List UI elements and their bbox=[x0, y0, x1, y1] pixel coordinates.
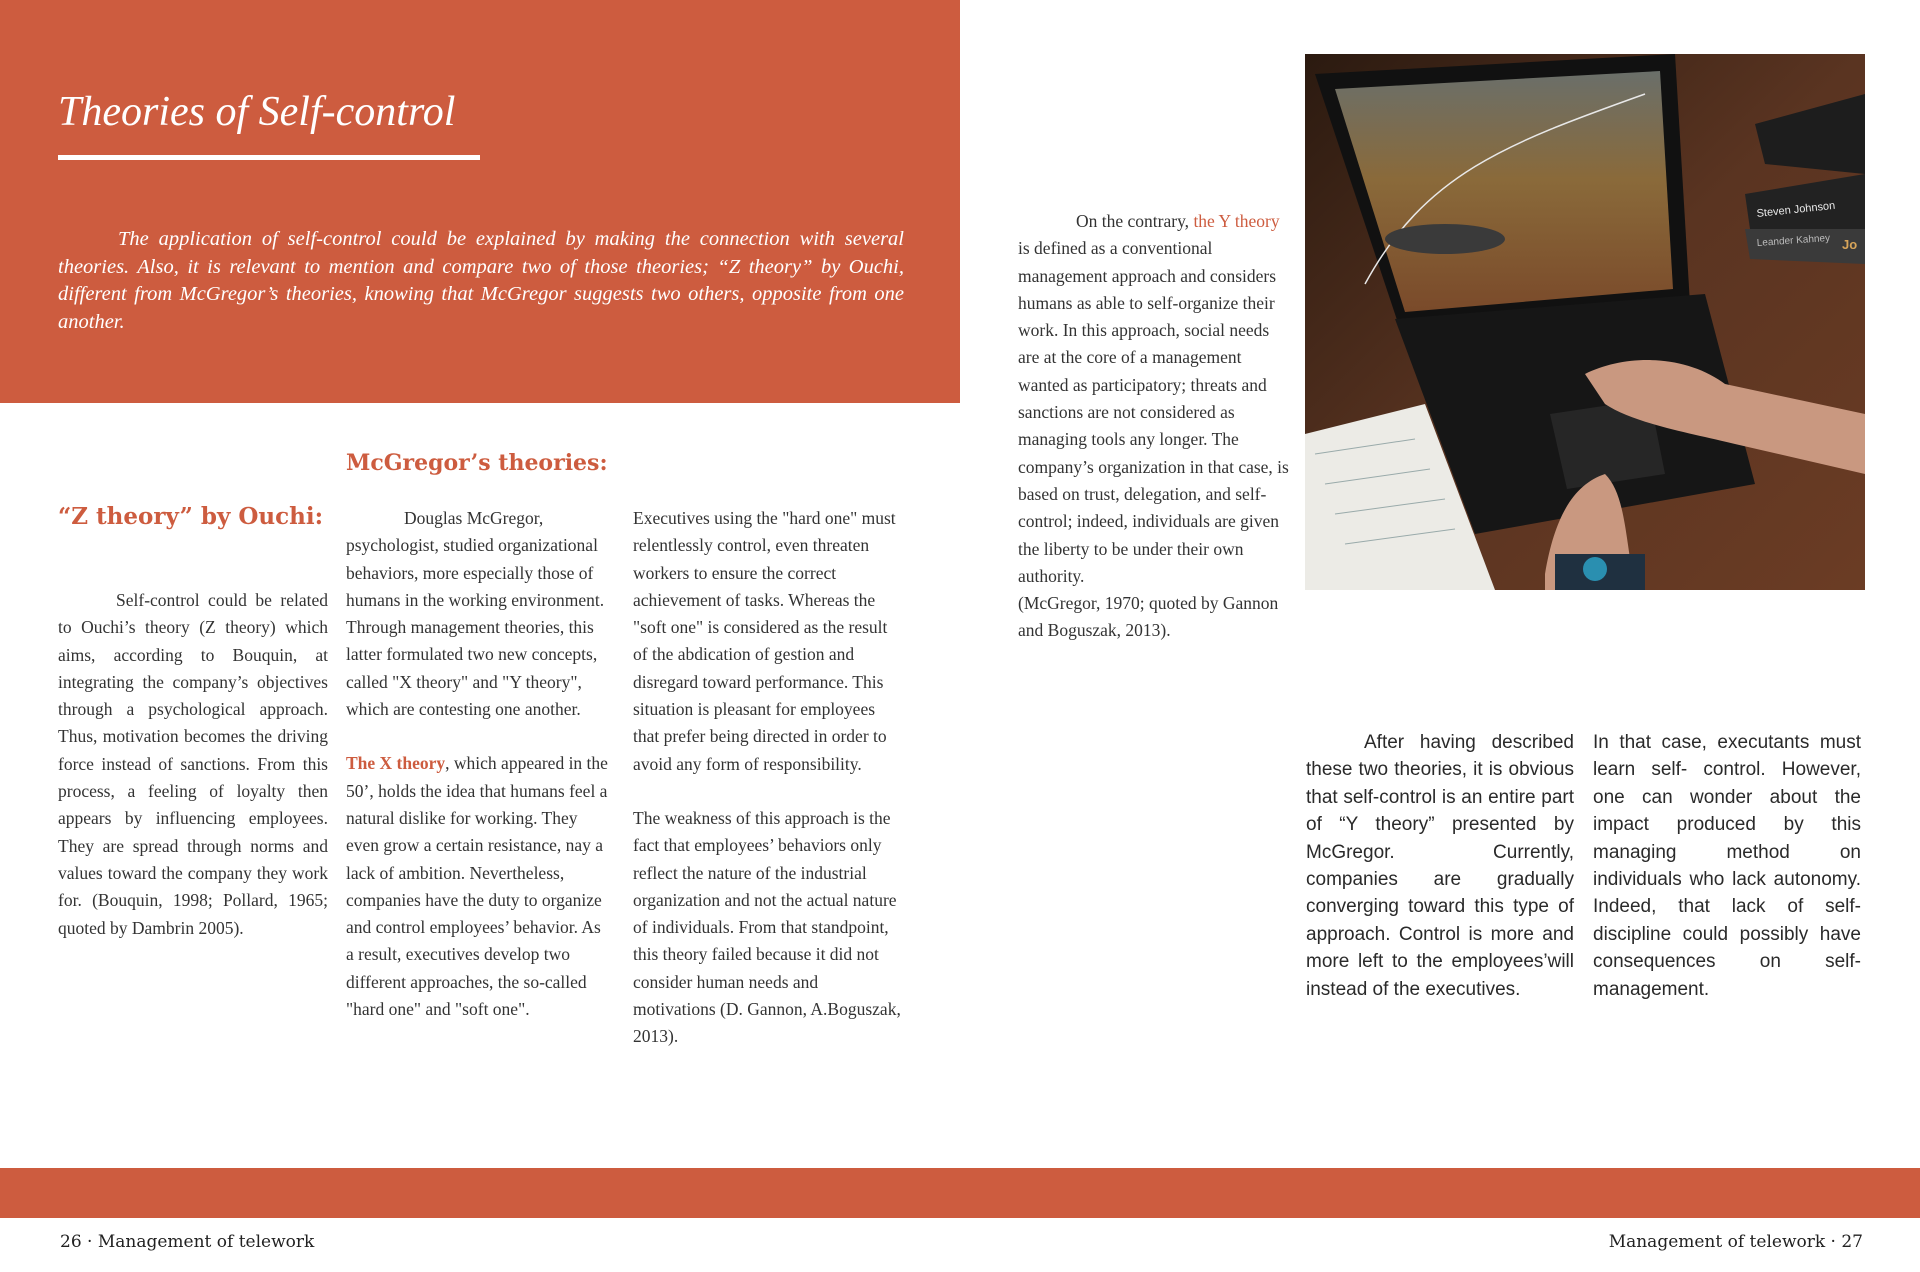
conclusion-text-1: After having described these two theories, it is obvious that self-control is an entire part of “Y theory” presented by McGregor. Currently, companies are gradually converging toward this type of approach. Control is more and more left to the employees’will instead of the executives. bbox=[1306, 732, 1574, 1000]
x-theory-label: The X theory bbox=[346, 753, 446, 774]
z-theory-heading: “Z theory” by Ouchi: bbox=[58, 503, 324, 530]
paragraph-gap bbox=[346, 723, 608, 750]
mcgregor-column-2 bbox=[633, 505, 903, 1051]
book-title-steven-johnson: Steven Johnson bbox=[1756, 199, 1836, 220]
footer-left-page-number: 26 · Management of telework bbox=[60, 1232, 315, 1252]
hard-soft-text: Executives using the "hard one" must relentlessly control, even threaten workers to ensure the correct achievement of tasks. Whereas the "soft one" is considered as the result of the abdication of gestion and disregard toward performance. This situation is pleasant for employees that prefer being directed in order to avoid any form of responsibility. bbox=[633, 508, 896, 774]
x-theory-paragraph bbox=[346, 750, 608, 1023]
book-spine-letters: Jo bbox=[1842, 237, 1858, 252]
header-block bbox=[0, 0, 960, 403]
conclusion-column-2 bbox=[1593, 729, 1861, 1003]
title-underline bbox=[58, 155, 480, 160]
z-theory-text: Self-control could be related to Ouchi’s theory (Z theory) which aims, according to Bouquin, at integrating the company’s objectives through a psychological approach. Thus, motivation becomes the driving force instead of sanctions. From this process, a feeling of loyalty then appears by influencing employees. They are spread through norms and values toward the company they work for. (Bouquin, 1998; Pollard, 1965; quoted by Dambrin 2005). bbox=[58, 590, 328, 938]
x-theory-text: , which appeared in the 50’, holds the idea that humans feel a natural dislike for working. They even grow a certain resistance, nay a lack of ambition. Nevertheless, companies have the duty to organize and control employees’ behavior. As a result, executives develop two different approaches, the so-called "hard one" and "soft one". bbox=[346, 753, 608, 1020]
tablet-photo-illustration bbox=[1305, 54, 1865, 590]
mcgregor-heading: McGregor’s theories: bbox=[346, 450, 608, 476]
y-theory-column bbox=[1018, 208, 1290, 645]
page-title: Theories of Self-control bbox=[58, 89, 456, 135]
book-title-leander-kahney: Leander Kahney bbox=[1756, 232, 1831, 249]
paragraph-gap bbox=[633, 778, 903, 805]
conclusion-column-1 bbox=[1306, 729, 1574, 1003]
y-theory-label: the Y theory bbox=[1193, 211, 1280, 231]
intro-paragraph: The application of self-control could be explained by making the connection with several theories. Also, it is relevant to mention and compare two of those theories; “Z theory” by Ouchi, different from McGregor’s theories, knowing that McGregor suggests two others, opposite from one another. bbox=[58, 228, 904, 333]
y-theory-paragraph bbox=[1018, 208, 1290, 590]
y-theory-lead: On the contrary, bbox=[1076, 211, 1194, 231]
y-theory-text: is defined as a conventional management approach and considers humans as able to self-organize their work. In this approach, social needs are at the core of a management wanted as participatory; threats and sanctions are not considered as managing tools any longer. The company’s organization in that case, is based on trust, delegation, and self-control; indeed, individuals are given the liberty to be under their own authority. bbox=[1018, 238, 1289, 586]
mcgregor-intro-text: Douglas McGregor, psychologist, studied organizational behaviors, more especially those of humans in the working environment. Through management theories, this latter formulated two new concepts, called "X theory" and "Y theory", which are contesting one another. bbox=[346, 508, 605, 720]
z-theory-column bbox=[58, 587, 328, 942]
tablet-photo bbox=[1305, 54, 1865, 590]
footer-band bbox=[0, 1168, 1920, 1218]
conclusion-text-2: In that case, executants must learn self- control. However, one can wonder about the impact produced by this managing method on individuals who lack autonomy. Indeed, that lack of self-discipline could possibly have consequences on self-management. bbox=[1593, 732, 1861, 1000]
mcgregor-column-1 bbox=[346, 505, 608, 1023]
x-theory-weakness-text: The weakness of this approach is the fact that employees’ behaviors only reflect the nature of the industrial organization and not the actual nature of individuals. From that standpoint, this theory failed because it did not consider human needs and motivations (D. Gannon, A.Boguszak, 2013). bbox=[633, 807, 901, 1047]
footer-right-page-number: Management of telework · 27 bbox=[1608, 1232, 1863, 1252]
y-theory-citation: (McGregor, 1970; quoted by Gannon and Boguszak, 2013). bbox=[1018, 593, 1279, 641]
